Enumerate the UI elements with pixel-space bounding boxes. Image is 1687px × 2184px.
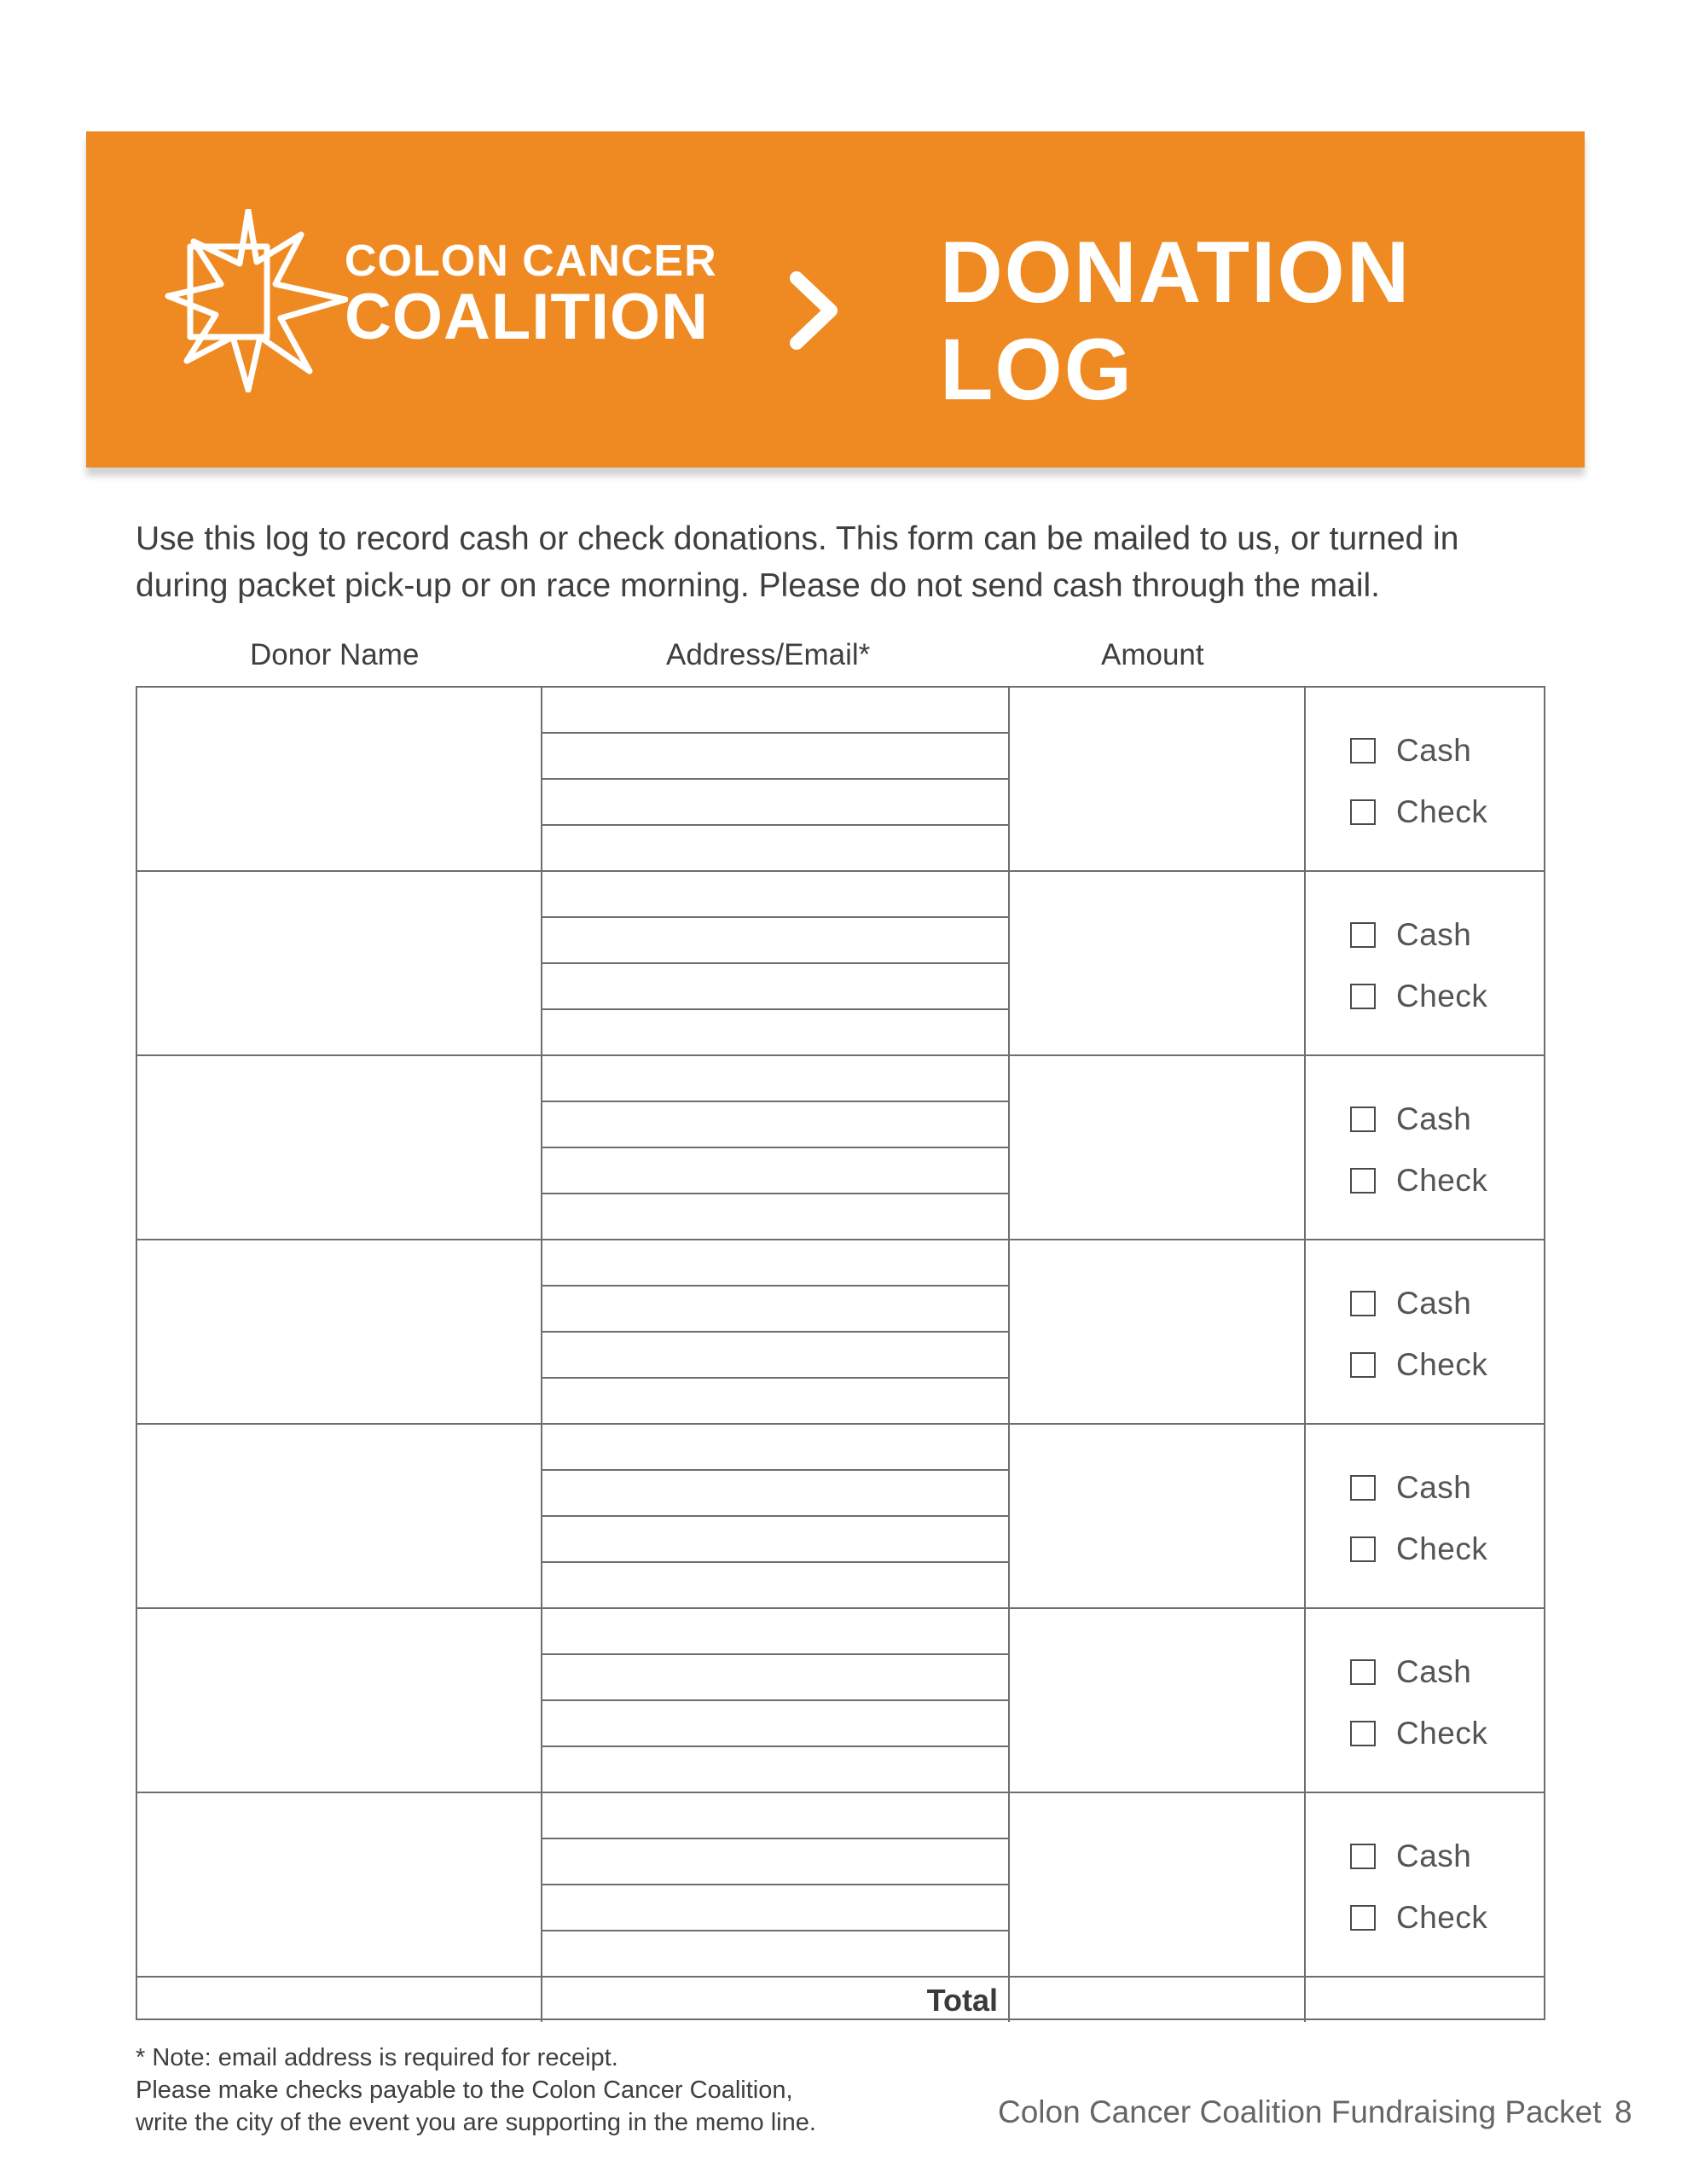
amount-cell[interactable] xyxy=(1010,1056,1306,1239)
address-line xyxy=(542,916,1008,918)
cash-label: Cash xyxy=(1396,1838,1472,1873)
check-label: Check xyxy=(1396,1900,1488,1935)
total-amount-cell[interactable] xyxy=(1010,1978,1306,2022)
cash-label: Cash xyxy=(1396,917,1472,952)
payment-method-cell xyxy=(1306,688,1544,870)
check-checkbox[interactable] xyxy=(1350,1905,1376,1931)
cash-checkbox[interactable] xyxy=(1350,1475,1376,1501)
total-label: Total xyxy=(926,1983,998,2018)
donor-name-cell[interactable] xyxy=(137,1609,542,1792)
check-option[interactable] xyxy=(1350,1162,1487,1199)
address-line xyxy=(542,1930,1008,1931)
check-checkbox[interactable] xyxy=(1350,799,1376,825)
address-line xyxy=(542,1653,1008,1655)
address-line xyxy=(542,1101,1008,1102)
amount-cell[interactable] xyxy=(1010,688,1306,870)
amount-cell[interactable] xyxy=(1010,1793,1306,1976)
table-row xyxy=(137,872,1544,1056)
footer-title: Colon Cancer Coalition Fundraising Packet xyxy=(998,2094,1602,2129)
cash-option[interactable] xyxy=(1350,732,1471,770)
column-header-amount: Amount xyxy=(1101,638,1204,671)
check-checkbox[interactable] xyxy=(1350,984,1376,1009)
check-label: Check xyxy=(1396,1163,1488,1198)
cash-option[interactable] xyxy=(1350,1285,1471,1322)
payment-method-cell xyxy=(1306,1609,1544,1792)
address-line xyxy=(542,1699,1008,1701)
check-checkbox[interactable] xyxy=(1350,1352,1376,1378)
cash-option[interactable] xyxy=(1350,1469,1471,1507)
cash-checkbox[interactable] xyxy=(1350,1291,1376,1316)
cash-checkbox[interactable] xyxy=(1350,922,1376,948)
cash-checkbox[interactable] xyxy=(1350,1107,1376,1132)
check-option[interactable] xyxy=(1350,793,1487,831)
donor-name-cell[interactable] xyxy=(137,872,542,1054)
address-line xyxy=(542,1285,1008,1287)
cash-checkbox[interactable] xyxy=(1350,738,1376,764)
check-label: Check xyxy=(1396,979,1488,1014)
check-option[interactable] xyxy=(1350,1531,1487,1568)
amount-cell[interactable] xyxy=(1010,1609,1306,1792)
address-email-cell[interactable] xyxy=(542,1240,1010,1423)
total-row-cell xyxy=(1306,1978,1544,2022)
donor-name-cell[interactable] xyxy=(137,1240,542,1423)
check-option[interactable] xyxy=(1350,1346,1487,1384)
total-row-cell xyxy=(542,1978,1010,2022)
footnote xyxy=(136,2042,816,2139)
intro-paragraph: Use this log to record cash or check donations. This form can be mailed to us, or turned in during packet pick-up or on race morning. Please do not send cash through the mail. xyxy=(136,520,1459,604)
address-email-cell[interactable] xyxy=(542,872,1010,1054)
amount-cell[interactable] xyxy=(1010,1425,1306,1607)
address-line xyxy=(542,732,1008,734)
check-option[interactable] xyxy=(1350,1899,1487,1937)
address-line xyxy=(542,1469,1008,1471)
address-line xyxy=(542,1008,1008,1010)
cash-checkbox[interactable] xyxy=(1350,1844,1376,1869)
cash-label: Cash xyxy=(1396,1470,1472,1505)
address-line xyxy=(542,1331,1008,1333)
page-title-line-2: LOG xyxy=(940,321,1133,418)
address-line xyxy=(542,824,1008,826)
amount-cell[interactable] xyxy=(1010,872,1306,1054)
column-header-donor-name: Donor Name xyxy=(250,638,420,671)
address-email-cell[interactable] xyxy=(542,1793,1010,1976)
address-line xyxy=(542,1745,1008,1747)
total-row-cell xyxy=(137,1978,542,2022)
logo-line-2: COALITION xyxy=(345,281,709,353)
address-line xyxy=(542,1884,1008,1885)
total-row xyxy=(137,1978,1544,2022)
table-row xyxy=(137,1056,1544,1240)
footnote-line-3: write the city of the event you are supporting in the memo line. xyxy=(136,2109,816,2136)
donor-name-cell[interactable] xyxy=(137,1793,542,1976)
cash-label: Cash xyxy=(1396,733,1472,768)
address-email-cell[interactable] xyxy=(542,1425,1010,1607)
logo-wordmark xyxy=(345,236,717,353)
check-label: Check xyxy=(1396,1347,1488,1382)
cash-option[interactable] xyxy=(1350,1653,1471,1691)
address-line xyxy=(542,1147,1008,1148)
address-email-cell[interactable] xyxy=(542,1056,1010,1239)
check-label: Check xyxy=(1396,1531,1488,1566)
chevron-right-icon xyxy=(788,271,839,350)
check-checkbox[interactable] xyxy=(1350,1536,1376,1562)
cash-option[interactable] xyxy=(1350,1838,1471,1875)
page-title-line-1: DONATION xyxy=(940,224,1412,321)
table-row xyxy=(137,1609,1544,1793)
table-row xyxy=(137,1793,1544,1978)
check-option[interactable] xyxy=(1350,1715,1487,1752)
address-line xyxy=(542,1515,1008,1517)
address-line xyxy=(542,1561,1008,1563)
payment-method-cell xyxy=(1306,872,1544,1054)
footnote-line-2: Please make checks payable to the Colon Cancer Coalition, xyxy=(136,2077,793,2104)
cash-option[interactable] xyxy=(1350,1101,1471,1138)
address-line xyxy=(542,1838,1008,1839)
table-row xyxy=(137,1240,1544,1425)
address-line xyxy=(542,1377,1008,1379)
address-email-cell[interactable] xyxy=(542,1609,1010,1792)
check-label: Check xyxy=(1396,1716,1488,1751)
table-row xyxy=(137,1425,1544,1609)
star-burst-icon xyxy=(165,209,348,392)
page-number: 8 xyxy=(1615,2094,1632,2129)
table-row xyxy=(137,688,1544,872)
amount-cell[interactable] xyxy=(1010,1240,1306,1423)
donation-log-table xyxy=(136,686,1545,2020)
logo-line-1: COLON CANCER xyxy=(345,236,717,286)
footnote-line-1: * Note: email address is required for receipt. xyxy=(136,2044,618,2071)
address-line xyxy=(542,1193,1008,1194)
column-header-address-email: Address/Email* xyxy=(666,638,871,671)
cash-checkbox[interactable] xyxy=(1350,1659,1376,1685)
donor-name-cell[interactable] xyxy=(137,1425,542,1607)
address-line xyxy=(542,778,1008,780)
donor-name-cell[interactable] xyxy=(137,1056,542,1239)
payment-method-cell xyxy=(1306,1056,1544,1239)
check-checkbox[interactable] xyxy=(1350,1168,1376,1194)
check-label: Check xyxy=(1396,794,1488,829)
check-checkbox[interactable] xyxy=(1350,1721,1376,1746)
donor-name-cell[interactable] xyxy=(137,688,542,870)
cash-option[interactable] xyxy=(1350,916,1471,954)
payment-method-cell xyxy=(1306,1425,1544,1607)
cash-label: Cash xyxy=(1396,1654,1472,1689)
payment-method-cell xyxy=(1306,1793,1544,1976)
payment-method-cell xyxy=(1306,1240,1544,1423)
page-title xyxy=(940,224,1411,418)
address-email-cell[interactable] xyxy=(542,688,1010,870)
cash-label: Cash xyxy=(1396,1286,1472,1321)
address-line xyxy=(542,962,1008,964)
cash-label: Cash xyxy=(1396,1101,1472,1136)
check-option[interactable] xyxy=(1350,978,1487,1015)
